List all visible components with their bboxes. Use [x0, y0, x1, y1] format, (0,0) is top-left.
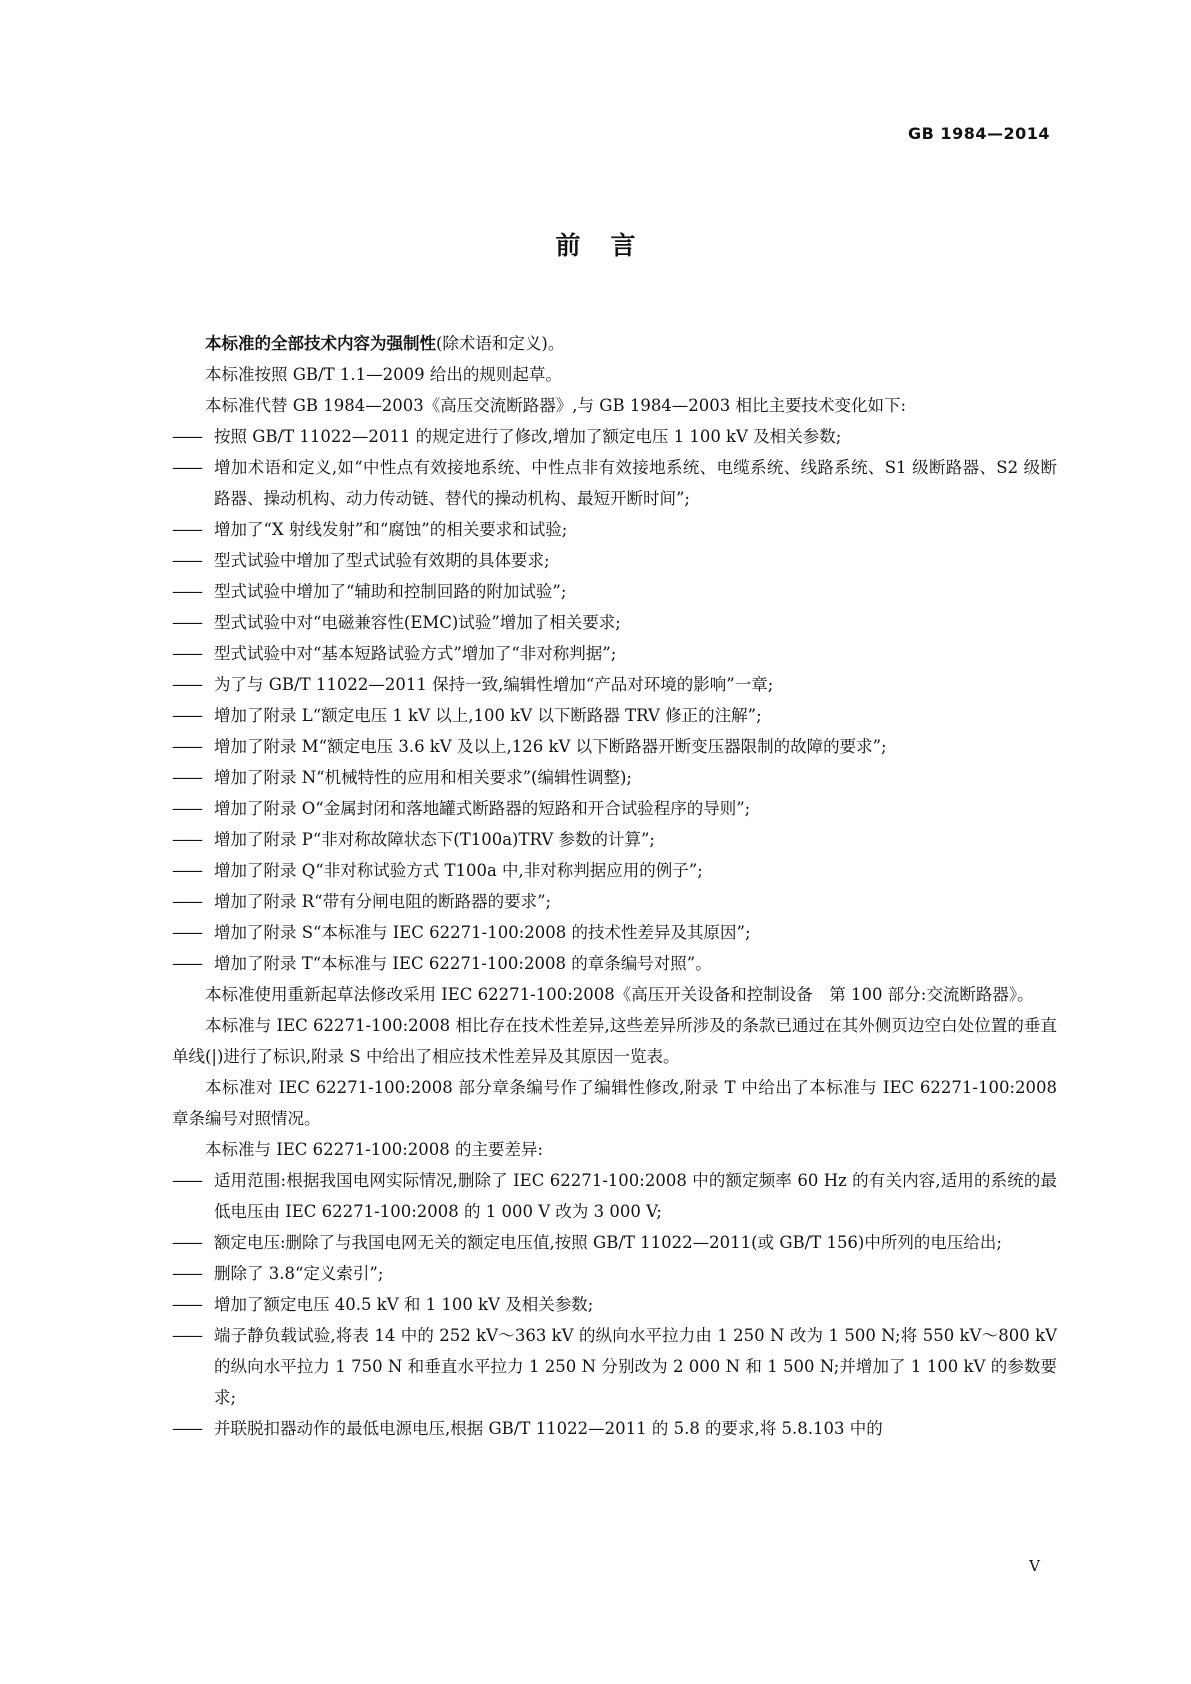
list-item: [172, 824, 1057, 855]
list-item: [172, 886, 1057, 917]
list-item: [172, 855, 1057, 886]
mandatory-bold-text: 本标准的全部技术内容为强制性: [205, 334, 436, 353]
list-dash: ——: [172, 892, 201, 911]
list-item: [172, 700, 1057, 731]
list-item-text: 增加了附录 S“本标准与 IEC 62271-100:2008 的技术性差异及其原因”;: [214, 923, 751, 942]
drafting-rules-paragraph: 本标准按照 GB/T 1.1—2009 给出的规则起草。: [205, 365, 562, 384]
list-item-text: 适用范围:根据我国电网实际情况,删除了 IEC 62271-100:2008 中的额定频率 60 Hz 的有关内容,适用的系统的最低电压由 IEC 62271-100:2008 的 1 000 V 改为 3 000 V;: [214, 1171, 1057, 1221]
list-item: [172, 421, 1057, 452]
list-item: [172, 1165, 1057, 1227]
list-dash: ——: [172, 830, 201, 849]
list-dash: ——: [172, 582, 201, 601]
list-item: [172, 948, 1057, 979]
replaces-paragraph: 本标准代替 GB 1984—2003《高压交流断路器》,与 GB 1984—2003 相比主要技术变化如下:: [205, 396, 907, 415]
list-dash: ——: [172, 737, 201, 756]
list-item-text: 增加术语和定义,如“中性点有效接地系统、中性点非有效接地系统、电缆系统、线路系统、S1 级断路器、S2 级断路器、操动机构、动力传动链、替代的操动机构、最短开断时间”;: [214, 458, 1057, 508]
list-dash: ——: [172, 1326, 201, 1345]
list-dash: ——: [172, 1264, 201, 1283]
list-item-text: 型式试验中增加了“辅助和控制回路的附加试验”;: [214, 582, 567, 601]
list-item-text: 型式试验中增加了型式试验有效期的具体要求;: [214, 551, 550, 570]
list-item-text: 为了与 GB/T 11022—2011 保持一致,编辑性增加“产品对环境的影响”一章;: [214, 675, 774, 694]
list-item-text: 增加了附录 Q“非对称试验方式 T100a 中,非对称判据应用的例子”;: [214, 861, 703, 880]
list-dash: ——: [172, 861, 201, 880]
list-item-text: 按照 GB/T 11022—2011 的规定进行了修改,增加了额定电压 1 100 kV 及相关参数;: [214, 427, 842, 446]
list-dash: ——: [172, 1233, 201, 1252]
list-item-text: 端子静负载试验,将表 14 中的 252 kV～363 kV 的纵向水平拉力由 1 250 N 改为 1 500 N;将 550 kV～800 kV 的纵向水平拉力 1 750 N 和垂直水平拉力 1 250 N 分别改为 2 000 N 和 1 500 N;并增加了 1 100 kV 的参数要求;: [214, 1326, 1057, 1407]
list-dash: ——: [172, 458, 201, 477]
list-dash: ——: [172, 923, 201, 942]
standard-number: GB 1984—2014: [908, 124, 1050, 143]
list-dash: ——: [172, 1171, 201, 1190]
list-item-text: 增加了附录 R“带有分闸电阻的断路器的要求”;: [214, 892, 552, 911]
list-item: [172, 452, 1057, 514]
changes-list: [172, 421, 1057, 979]
list-item: [172, 576, 1057, 607]
list-item-text: 增加了附录 M“额定电压 3.6 kV 及以上,126 kV 以下断路器开断变压器限制的故障的要求”;: [214, 737, 887, 756]
list-dash: ——: [172, 1295, 201, 1314]
list-item-text: 增加了额定电压 40.5 kV 和 1 100 kV 及相关参数;: [214, 1295, 594, 1314]
list-item: [172, 1289, 1057, 1320]
list-item: [172, 607, 1057, 638]
list-item: [172, 669, 1057, 700]
list-item-text: 额定电压:删除了与我国电网无关的额定电压值,按照 GB/T 11022—2011(或 GB/T 156)中所列的电压给出;: [214, 1233, 1002, 1252]
list-item-text: 增加了附录 N“机械特性的应用和相关要求”(编辑性调整);: [214, 768, 632, 787]
list-item: [172, 731, 1057, 762]
list-item: [172, 1227, 1057, 1258]
list-item-text: 增加了附录 O“金属封闭和落地罐式断路器的短路和开合试验程序的导则”;: [214, 799, 751, 818]
list-item: [172, 793, 1057, 824]
list-item: [172, 514, 1057, 545]
list-dash: ——: [172, 675, 201, 694]
page-number: V: [1029, 1557, 1040, 1575]
list-item: [172, 917, 1057, 948]
differences-list: [172, 1165, 1057, 1444]
list-item-text: 增加了附录 L“额定电压 1 kV 以上,100 kV 以下断路器 TRV 修正的注解”;: [214, 706, 762, 725]
main-differences-intro: 本标准与 IEC 62271-100:2008 的主要差异:: [205, 1140, 544, 1159]
list-item-text: 并联脱扣器动作的最低电源电压,根据 GB/T 11022—2011 的 5.8 的要求,将 5.8.103 中的: [214, 1419, 883, 1438]
technical-differences-paragraph: 本标准与 IEC 62271-100:2008 相比存在技术性差异,这些差异所涉及的条款已通过在其外侧页边空白处位置的垂直单线(|)进行了标识,附录 S 中给出了相应技术性差异及其原因一览表。: [172, 1016, 1057, 1066]
list-dash: ——: [172, 799, 201, 818]
adoption-paragraph: 本标准使用重新起草法修改采用 IEC 62271-100:2008《高压开关设备和控制设备 第 100 部分:交流断路器》。: [205, 985, 1034, 1004]
numbering-paragraph: 本标准对 IEC 62271-100:2008 部分章条编号作了编辑性修改,附录 T 中给出了本标准与 IEC 62271-100:2008 章条编号对照情况。: [172, 1078, 1057, 1128]
list-item-text: 型式试验中对“电磁兼容性(EMC)试验”增加了相关要求;: [214, 613, 621, 632]
page-title: 前言: [555, 231, 666, 260]
list-dash: ——: [172, 1419, 201, 1438]
list-item-text: 增加了附录 P“非对称故障状态下(T100a)TRV 参数的计算”;: [214, 830, 655, 849]
list-item-text: 删除了 3.8“定义索引”;: [214, 1264, 384, 1283]
list-dash: ——: [172, 644, 201, 663]
list-dash: ——: [172, 427, 201, 446]
list-item: [172, 1320, 1057, 1413]
mandatory-statement: [172, 328, 1057, 359]
list-item-text: 增加了“X 射线发射”和“腐蚀”的相关要求和试验;: [214, 520, 568, 539]
foreword-body: [172, 328, 1057, 1444]
mandatory-rest-text: (除术语和定义)。: [436, 334, 565, 353]
list-dash: ——: [172, 613, 201, 632]
list-dash: ——: [172, 768, 201, 787]
list-dash: ——: [172, 954, 201, 973]
list-item: [172, 1413, 1057, 1444]
list-item: [172, 638, 1057, 669]
list-item: [172, 762, 1057, 793]
list-dash: ——: [172, 520, 201, 539]
list-item: [172, 1258, 1057, 1289]
list-item-text: 型式试验中对“基本短路试验方式”增加了“非对称判据”;: [214, 644, 617, 663]
list-dash: ——: [172, 706, 201, 725]
list-item: [172, 545, 1057, 576]
list-item-text: 增加了附录 T“本标准与 IEC 62271-100:2008 的章条编号对照”。: [214, 954, 712, 973]
list-dash: ——: [172, 551, 201, 570]
